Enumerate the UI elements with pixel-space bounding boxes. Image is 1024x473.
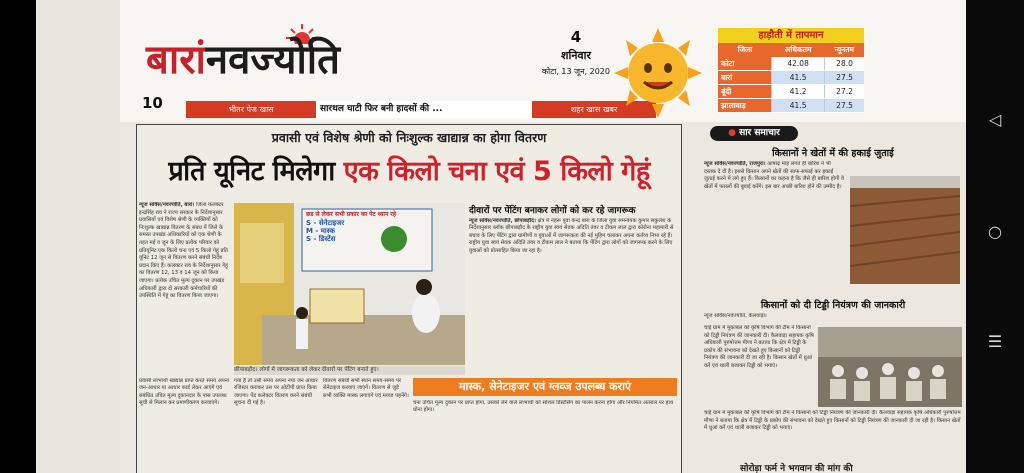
meeting-photo bbox=[818, 327, 962, 407]
table-row bbox=[718, 57, 864, 71]
home-icon[interactable]: ○ bbox=[988, 222, 1002, 241]
main-body: जिला कलक्टर इन्द्रसिंह राव ने राज्य सरकार के निर्देशानुसार प्रवासियों एवं विशेष श्रेणी के व्यक्तियों को निःशुल्क खाद्यान्न वितरण के संबंध में जिले के समस्त उपखंड अधिकारियों को एक श्रेणी के तहत मई व जून के लिए प्रत्येक परिवार को प्रतियूनिट एक किलो चना एवं 5 किलो गेहूं प्रति यूनिट 12 जून से वितरण करने संबंधी निर्देश प्रदान किए हैं। कलक्टर राव के निर्देशानुसार गेहूं का वितरण 12, 13 व 14 जून को किया जाएगा। प्रत्येक उचित मूल्य दुकान पर उपखंड अधिकारी द्वारा दो सरकारी कर्मचारियों की उपस्थिति में गेहूं का वितरण किया जाएगा। bbox=[139, 202, 228, 300]
temp-max: 41.2 bbox=[772, 85, 825, 99]
wall-text-2: S - सेनेटाइजर bbox=[306, 219, 345, 227]
masthead-strip bbox=[186, 101, 656, 118]
strip-headline[interactable]: सारथल घाटी फिर बनी हादसों की ... bbox=[316, 101, 532, 118]
meeting-illustration bbox=[818, 327, 962, 407]
bottom-column-2: गया है तो उसी समय अपना नया जन आधार रजिस्टर कराकर उस पर ओटीपी प्राप्त किया जाएगा। पेंड कलेक्टर वितरण करने संबंधी सूचना दी गई है। bbox=[234, 378, 318, 407]
story-2-body: चाई ग्राम में मुकाबल की कृषि विभाग की टीम ने किसानों को टिड्डी नियंत्रण की जानकारी दी। कैलवाड़ा सहायक कृषि अधिकारी पुरुषोत्तम मीणा ने बताया कि क्षेत्र में टिड्डी के प्रकोप की संभावना को देखते हुए किसानों को टिड्डी नियंत्रण की जानकारी दी जा रही है। किसान खेतों में धुआं करें एवं थाली बजाकर टिड्डी को भगाएं। bbox=[704, 325, 814, 369]
story-1-title: किसानों ने खेतों में की हकाई जुताई bbox=[772, 148, 894, 159]
side-story-title: दीवारों पर पेंटिंग बनाकर लोगों को कर रहे जागरूक bbox=[469, 206, 636, 216]
logo-black-text: नवज्योति bbox=[205, 37, 340, 83]
masthead bbox=[120, 0, 966, 122]
story-1-byline: न्यूज सर्विस/नवज्योति, राजपुरा। bbox=[704, 161, 766, 167]
field-photo bbox=[850, 176, 960, 284]
wall-text-1: छड से लेकर सभी प्रकार का पेट ध्यान रहे bbox=[306, 211, 397, 218]
date-number: 4 bbox=[570, 28, 582, 46]
back-icon[interactable]: ◁ bbox=[988, 110, 1002, 129]
temp-city: बूंदी bbox=[718, 85, 772, 99]
bottom-column-4: चना उचित मूल्य दुकान पर प्राप्त होगा, उसको लेने वाले लाभार्थी को सोशल डिस्टेंसिंग का पालन करना होगा और नियमित अंतराल पर हाथ धोना होगा। bbox=[413, 400, 674, 414]
date-full: कोटा, 13 जून, 2020 bbox=[542, 67, 610, 76]
temp-header-city: जिला bbox=[718, 43, 772, 57]
main-left-column bbox=[139, 202, 231, 376]
temp-min: 27.5 bbox=[825, 71, 864, 85]
story-2-title: किसानों को दी टिड्डी नियंत्रण की जानकारी bbox=[760, 300, 906, 311]
temperature-title: हाड़ौती में तापमान bbox=[718, 28, 864, 43]
side-story-text bbox=[469, 218, 677, 374]
field-illustration bbox=[850, 176, 960, 284]
temp-city: झालावाड़ bbox=[718, 99, 772, 113]
strip-left-tab[interactable]: भीतर पेज खास bbox=[186, 101, 316, 118]
wall-text-3: M - मास्क bbox=[306, 227, 335, 235]
story-2-byline: न्यूज सर्विस/नवज्योति, केलवाड़ा। bbox=[704, 313, 767, 319]
strip-right-tab[interactable]: शहर खास खबर bbox=[532, 101, 656, 118]
main-headline bbox=[141, 151, 677, 188]
temp-min: 28.0 bbox=[825, 57, 864, 71]
headline-red: एक किलो चना एवं 5 किलो गेहूं bbox=[343, 156, 650, 187]
story-2-continued: चाई ग्राम में मुकाबल की कृषि विभाग की टीम ने किसानों को टिड्डी नियंत्रण की जानकारी दी। कैलवाड़ा सहायक कृषि अधिकारी पुरुषोत्तम मीणा ने बताया कि क्षेत्र में टिड्डी के प्रकोप की संभावना को देखते हुए किसानों को टिड्डी नियंत्रण की जानकारी दी जा रही है। किसान खेतों में धुआं करें एवं थाली बजाकर टिड्डी को भगाएं। bbox=[704, 410, 961, 431]
temp-city: कोटा bbox=[718, 57, 772, 71]
temp-min: 27.2 bbox=[825, 85, 864, 99]
temp-max: 42.08 bbox=[772, 57, 825, 71]
left-black-bar bbox=[0, 0, 36, 473]
footer-headline: सोरोड़ा फर्म ने भगवान की मांग की bbox=[740, 464, 853, 473]
main-kicker: प्रवासी एवं विशेष श्रेणी को निःशुल्क खाद्यान्न का होगा वितरण bbox=[271, 130, 547, 145]
newspaper-page[interactable] bbox=[120, 0, 966, 473]
side-story-body: क्षेत्र में नेहरू युवा केन्द्र बारां के जिला युवा समन्वयक कुमार सकुलेश के निर्देशानुसार ब्लॉक छीपाबड़ौद के राष्ट्रीय युवा स्वयं सेवक अदिति तंवर व टीकम लाल द्वारा कोरोना महामारी से बचाव के लिए पेंटिंग द्वारा ग्रामीणों व युवाओं में जागरूकता की नई मुहिम चलाकर अपना कर्तव्य निभा रहे हैं। राष्ट्रीय युवा स्वयं सेवक अदिति तंवर व टीकम लाल ने बताया कि पेंटिंग द्वारा लोगों को जागरूक करने के लिए युवाओं को प्रोत्साहित किया जा रहा है। bbox=[469, 218, 674, 254]
recents-icon[interactable]: ☰ bbox=[987, 332, 1003, 351]
temp-header-max: अधिकतम bbox=[772, 43, 825, 57]
sun-mascot-icon bbox=[610, 28, 706, 118]
wall-painting-photo bbox=[234, 203, 465, 365]
main-byline: न्यूज सर्विस/नवज्योति, बारां। bbox=[139, 202, 195, 208]
bottom-column-1: प्रवासी लाभार्थी खाद्यान्न प्राप्त करते समय अपना जन-आधार या आधार कार्ड लेकर आएंगे एवं संबंधित उचित मूल्य दुकानदार के पास उपलब्ध सूची से मिलान कर प्रमाणीकरण करवाएंगे। bbox=[139, 378, 230, 407]
temp-city: बारां bbox=[718, 71, 772, 85]
right-news-column bbox=[700, 124, 966, 473]
temp-header-min: न्यूनतम bbox=[825, 43, 864, 57]
temp-max: 41.5 bbox=[772, 71, 825, 85]
side-story-byline: न्यूज सर्विस/नवज्योति, छीपाबड़ौद। bbox=[469, 218, 536, 224]
page-margin-left bbox=[36, 0, 120, 473]
date-day: शनिवार bbox=[561, 49, 591, 62]
table-row bbox=[718, 85, 864, 99]
section-label: सार समाचार bbox=[739, 128, 780, 138]
photo-caption: छीपाबड़ौद। लोगों में जागरूकता को लेकर दीवारों पर पेंटिंग बनाते हुए। bbox=[234, 366, 465, 375]
table-row bbox=[718, 71, 864, 85]
wall-text-block bbox=[306, 211, 432, 243]
headline-black: प्रति यूनिट मिलेगा bbox=[168, 156, 335, 187]
logo-red-text: बारां bbox=[146, 37, 206, 83]
temp-max: 41.5 bbox=[772, 99, 825, 113]
masthead-logo bbox=[146, 30, 340, 85]
table-row bbox=[718, 99, 864, 113]
orange-banner: मास्क, सेनेटाइजर एवं ग्लव्ज उपलब्ध कराएं bbox=[413, 378, 677, 396]
story-1-text bbox=[704, 161, 844, 281]
bottom-column-3: वितरण संबंधी सभी स्थान समय-समय पर सेनेटाइज करवाए जाएंगे। वितरण से जुड़े सभी व्यक्ति मास्क लगाएंगे एवं ग्लव्ज पहनेंगे। bbox=[323, 378, 409, 399]
story-1-body: आषाढ़ माह लगते ही बारिश ने भी दस्तक दे दी है। इससे किसान अपने खेतों की साफ-सफाई कर हकाई जुताई करने में लगे हुए हैं। किसानों का कहना है कि जैसे ही बारिश होगी वे खेतों में फसलों की बुवाई करेंगे। इस बार अच्छी बारिश होने की उम्मीद है। bbox=[704, 161, 844, 190]
temp-min: 27.5 bbox=[825, 99, 864, 113]
wall-text-4: S - डिस्टेंस bbox=[306, 235, 336, 243]
temperature-table bbox=[718, 28, 864, 113]
section-badge: ● सार समाचार bbox=[710, 126, 798, 141]
page-number: 10 bbox=[142, 94, 163, 112]
main-story-box bbox=[136, 124, 682, 473]
